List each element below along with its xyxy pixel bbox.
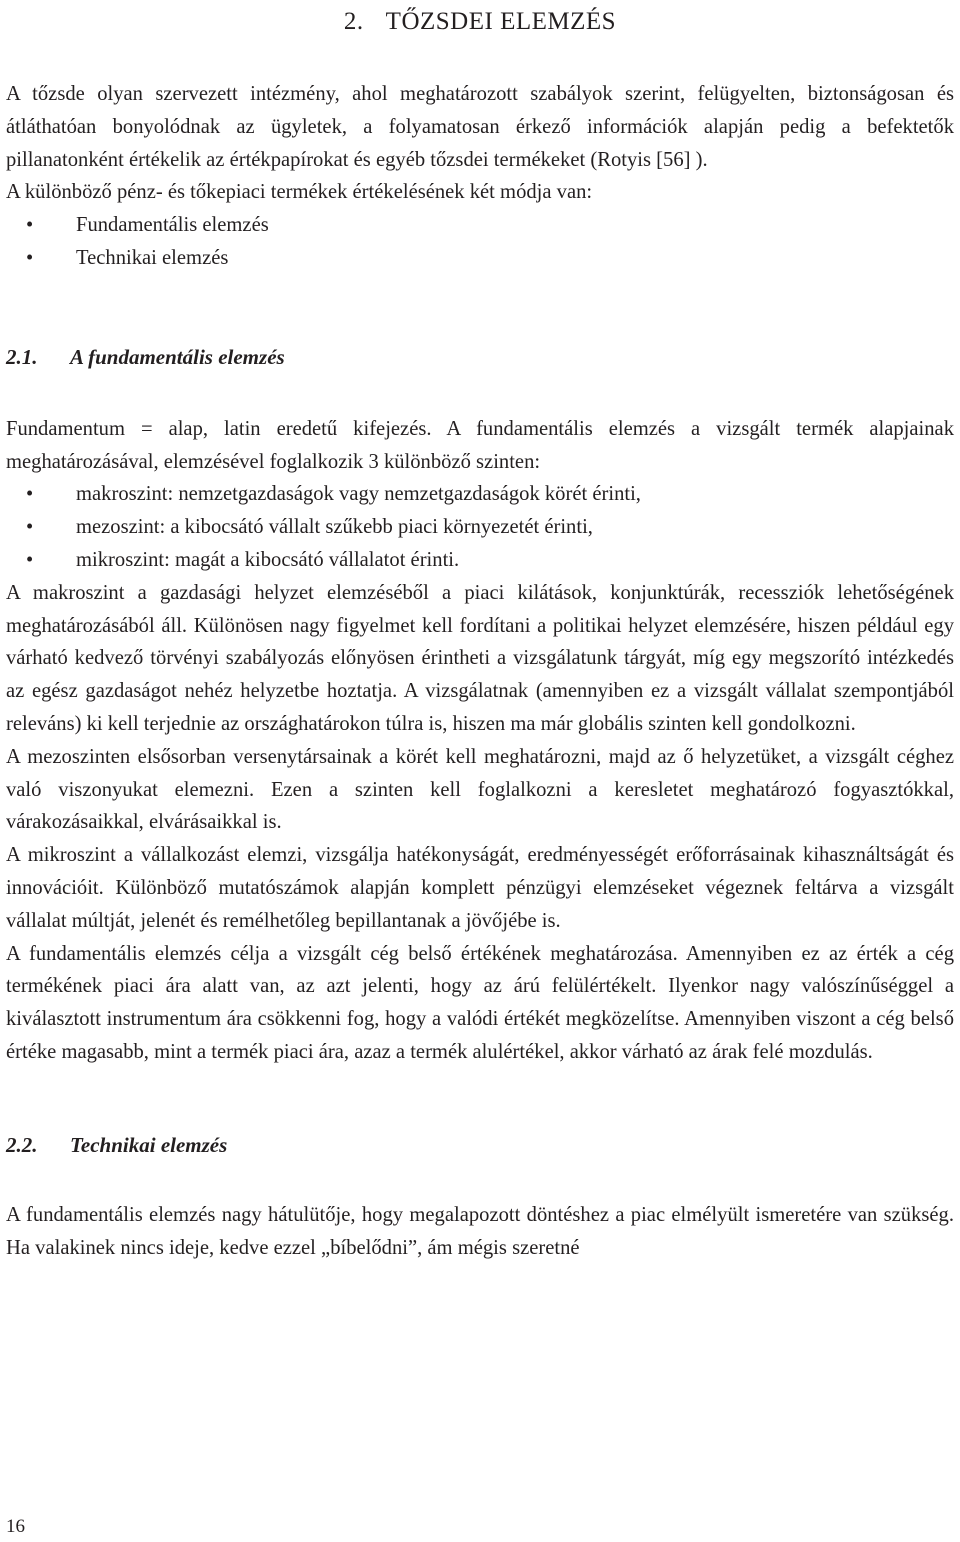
- section-1-paragraph: A mikroszint a vállalkozást elemzi, vizsgálja hatékonyságát, eredményességét erőforrásainak kihasználtságát és innovációit. Különböző mutatószámok alapján komplett pénzügyi elemzéseket végeznek feltárva a vizsgált vállalat múltját, jelenét és remélhetőleg bepillantanak a jövőjébe is.: [6, 844, 954, 932]
- section-number: 2.1.: [6, 344, 38, 369]
- bullet-icon: •: [26, 548, 34, 571]
- section-2-paragraph: A fundamentális elemzés nagy hátulütője, hogy megalapozott döntéshez a piac elmélyült ismeretére van szükség. Ha valakinek nincs ideje, kedve ezzel „bíbelődni”, ám mégis szeretné: [6, 1203, 954, 1259]
- section-title: A fundamentális elemzés: [70, 344, 285, 369]
- bullet-icon: •: [26, 516, 34, 539]
- list-item: • Technikai elemzés: [6, 242, 954, 275]
- chapter-number: 2.: [343, 8, 364, 35]
- chapter-title-text: TŐZSDEI ELEMZÉS: [385, 8, 617, 35]
- list-item: • makroszint: nemzetgazdaságok vagy nemzetgazdaságok körét érinti,: [6, 478, 954, 511]
- list-item: • mikroszint: magát a kibocsátó vállalatot érinti.: [6, 544, 954, 577]
- bullet-icon: •: [26, 246, 34, 269]
- bullet-icon: •: [26, 214, 34, 237]
- document-page: [6, 0, 954, 1264]
- page-number: 16: [6, 1516, 25, 1537]
- list-item: • mezoszint: a kibocsátó vállalt szűkebb piaci környezetét érinti,: [6, 511, 954, 544]
- section-heading-2-1: [6, 341, 954, 373]
- section-1-paragraph: A makroszint a gazdasági helyzet elemzéséből a piaci kilátások, konjunktúrák, recessziók lehetőségének meghatározásából áll. Különösen nagy figyelmet kell fordítani a politikai helyzet elemzésére, hiszen például egy várható kedvező törvényi szabályozás előnyösen érintheti a vizsgálatunk tárgyát, míg egy megszorító intézkedés az egész gazdaságot nehéz helyzetbe hoztatja. A vizsgálatnak (amennyiben ez a vizsgált vállalat szempontjából releváns) ki kell terjednie az országhatárokon túlra is, hiszen ma már globális szinten kell gondolkozni.: [6, 581, 954, 735]
- chapter-title: [6, 0, 954, 48]
- intro-paragraph: A tőzsde olyan szervezett intézmény, ahol meghatározott szabályok szerint, felügyelten, biztonságosan és átláthatóan bonyolódnak az ügyletek, a folyamatosan érkező információk alapján pedig a befektetők pillanatonként értékelik az értékpapírokat és egyéb tőzsdei termékeket (Rotyis [56] ).: [6, 83, 954, 171]
- intro-bullet-list: [6, 209, 954, 275]
- list-item: • Fundamentális elemzés: [6, 209, 954, 242]
- bullet-icon: •: [26, 483, 34, 506]
- section-1-intro: Fundamentum = alap, latin eredetű kifejezés. A fundamentális elemzés a vizsgált termék alapjainak meghatározásával, elemzésével foglalkozik 3 különböző szinten:: [6, 417, 954, 473]
- section-1-paragraph: A mezoszinten elsősorban versenytársainak a körét kell meghatározni, majd az ő helyzetüket, a vizsgált céghez való viszonyukat elemezni. Ezen a szinten kell foglalkozni a keresletet meghatározó fogyasztókkal, várakozásaikkal, elvárásaikkal is.: [6, 745, 954, 834]
- section-number: 2.2.: [6, 1132, 38, 1157]
- section-1-bullet-list: [6, 478, 954, 576]
- section-heading-2-2: [6, 1129, 954, 1161]
- section-title: Technikai elemzés: [70, 1132, 228, 1157]
- section-1-paragraph: A fundamentális elemzés célja a vizsgált cég belső értékének meghatározása. Amennyiben ez az érték a cég termékének piaci ára alatt van, az azt jelenti, hogy az árú felülértékelt. Ilyenkor nagy valószínűséggel a kiválasztott instrumentum ára csökkenni fog, hogy a valódi értékét megközelítse. Amennyiben viszont a cég belső értéke magasabb, mint a termék piaci ára, azaz a termék alulértékel, akkor várható az árak felé mozdulás.: [6, 942, 954, 1063]
- intro-lead: A különböző pénz- és tőkepiaci termékek értékelésének két módja van:: [6, 181, 593, 204]
